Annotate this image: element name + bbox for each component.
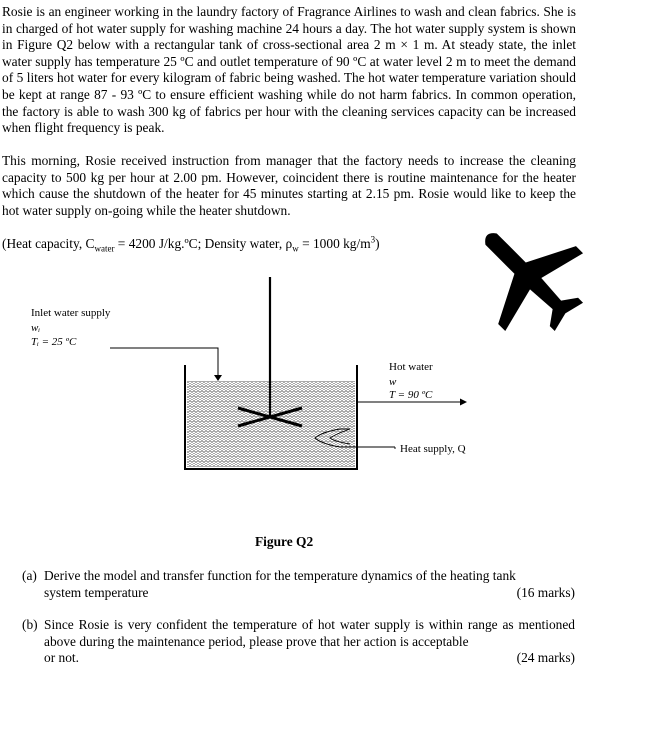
- c-value: = 4200 J/kg.ºC; Density water, ρ: [114, 236, 293, 251]
- question-a-label: (a): [22, 568, 37, 583]
- rho-subscript: w: [292, 243, 299, 254]
- inlet-arrow: [214, 375, 222, 381]
- constants-open: (Heat capacity, C: [2, 236, 95, 251]
- inlet-flow-label: wᵢ: [31, 322, 41, 334]
- question-b-text: Since Rosie is very confident the temperature of hot water supply is within range as mentioned above during the maintenance period, please prove that her action is acceptable: [44, 617, 575, 649]
- intro-paragraph-2: This morning, Rosie received instruction from manager that the factory needs to increase the cleaning capacity to 500 kg per hour at 2.00 pm. However, coincident there is routine maintenance for the heater which cause the shutdown of the heater for 45 minutes starting at 2.15 pm. Rosie would like to keep the hot water supply on-going while the heater shutdown.: [2, 153, 576, 218]
- question-b: [22, 617, 575, 667]
- figure-caption: Figure Q2: [255, 534, 314, 549]
- question-b-label: (b): [22, 617, 38, 632]
- question-a-text-cont: system temperature: [44, 584, 149, 600]
- outlet-temp-label: T = 90 ºC: [389, 389, 433, 401]
- inlet-pipe: [110, 348, 218, 377]
- constants-close: ): [375, 236, 380, 251]
- intro-paragraph-1: Rosie is an engineer working in the laundry factory of Fragrance Airlines to wash and clean fabrics. She is in charged of hot water supply for washing machine 24 hours a day. The hot water supply system is shown in Figure Q2 below with a rectangular tank of cross-sectional area 2 m × 1 m. At steady state, the inlet water supply has temperature 25 ºC and outlet temperature of 90 ºC at water level 2 m to meet the demand of 5 liters hot water for every kilogram of fabric being washed. The hot water temperature variation should be kept at range 87 - 93 ºC to ensure efficient washing while do not harm fabrics. In common operation, the factory is able to wash 300 kg of fabrics per hour with the cleaning services capacity can be increased when flight frequency is peak.: [2, 4, 576, 136]
- c-subscript: water: [94, 243, 115, 254]
- rho-superscript: 3: [370, 234, 376, 245]
- inlet-temp-label: Tᵢ = 25 ºC: [31, 336, 77, 348]
- rho-value: = 1000 kg/m: [298, 236, 371, 251]
- question-b-text-cont: or not.: [44, 650, 79, 666]
- inlet-label: Inlet water supply: [31, 307, 111, 319]
- question-a: [22, 568, 575, 601]
- outlet-arrow: [460, 399, 467, 406]
- question-b-marks: (24 marks): [516, 650, 575, 666]
- heat-supply-label: Heat supply, Q: [400, 443, 466, 455]
- outlet-flow-label: w: [389, 376, 397, 388]
- question-a-marks: (16 marks): [516, 584, 575, 600]
- question-a-text: Derive the model and transfer function for the temperature dynamics of the heating tank: [44, 568, 516, 583]
- tank-diagram: [0, 250, 657, 530]
- outlet-label: Hot water: [389, 361, 433, 373]
